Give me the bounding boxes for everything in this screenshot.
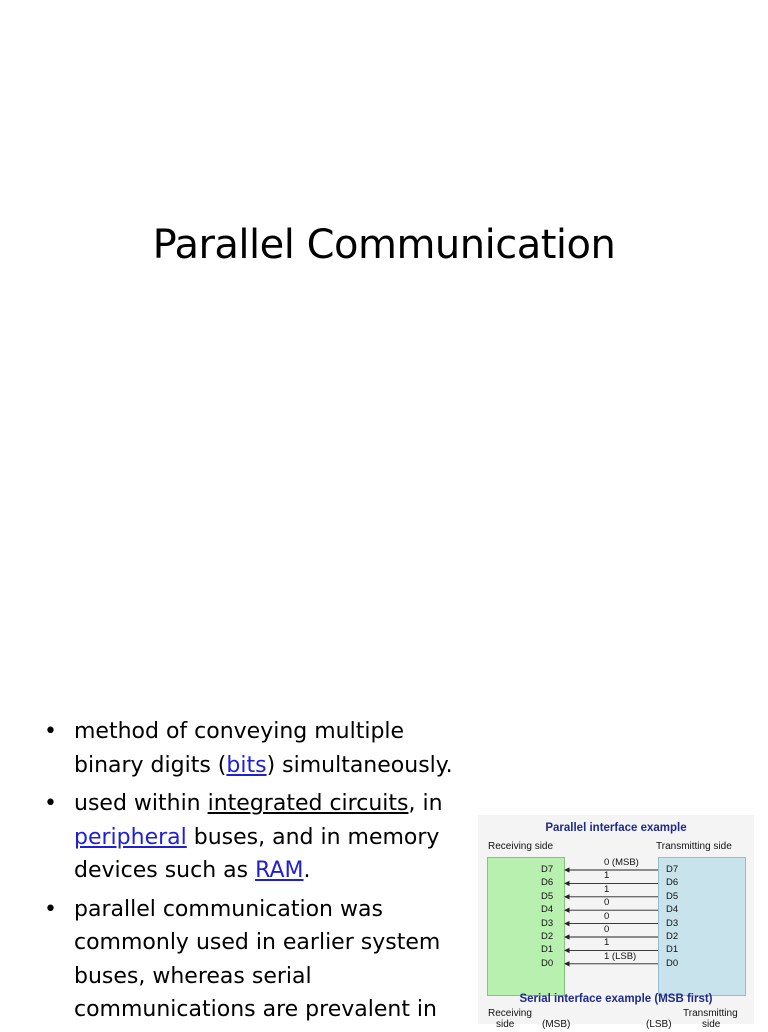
bullet-item xyxy=(44,715,474,782)
bit-value-label: 1 xyxy=(604,883,610,895)
bit-value-label: 1 (LSB) xyxy=(604,950,637,962)
bullet-list xyxy=(44,715,474,1032)
bullet-text: . xyxy=(303,858,311,883)
bit-value-label: 1 xyxy=(604,870,610,882)
bullet-text: parallel communication was commonly used in earlier system buses, whereas serial communications are prevalent in xyxy=(74,896,441,1022)
bullet-text: , in xyxy=(408,791,443,816)
transmitting-pin-label: D7 xyxy=(666,864,679,875)
peripheral-link[interactable]: peripheral xyxy=(74,824,187,850)
transmitting-side-label: Transmitting side xyxy=(656,841,732,852)
receiving-pin-label: D0 xyxy=(541,957,554,969)
receiving-pin-label: D4 xyxy=(541,904,554,916)
serial-transmitting-side-label: side xyxy=(702,1019,721,1030)
bullet-text: ) simultaneously. xyxy=(266,752,453,778)
ram-link[interactable]: RAM xyxy=(255,858,304,883)
transmitting-pin-label: D6 xyxy=(666,877,679,889)
receiving-pin-label: D7 xyxy=(541,864,554,875)
bit-value-label: 0 xyxy=(604,897,610,909)
bullet-dot: • xyxy=(44,719,57,744)
serial-msb-label: (MSB) xyxy=(542,1019,571,1030)
parallel-diagram-title: Parallel interface example xyxy=(545,822,687,834)
bullet-dot: • xyxy=(44,896,57,922)
bullet-text: method of conveying multiple binary digits ( xyxy=(74,719,405,778)
serial-receiving-label: Receiving xyxy=(488,1008,532,1019)
serial-diagram-title: Serial interface example (MSB first) xyxy=(519,993,713,1005)
receiving-pin-label: D1 xyxy=(541,944,554,956)
bit-value-label: 0 xyxy=(604,924,610,935)
serial-receiving-side-label: side xyxy=(496,1019,515,1030)
receiving-pin-label: D6 xyxy=(541,877,554,889)
serial-lsb-label: (LSB) xyxy=(646,1019,672,1030)
bullet-text: buses, and in memory devices such as xyxy=(74,824,440,883)
integrated-circuits-text: integrated circuits xyxy=(207,791,409,816)
transmitting-pin-label: D3 xyxy=(666,917,679,929)
receiving-side-label: Receiving side xyxy=(488,841,554,852)
receiving-pin-label: D2 xyxy=(541,931,554,942)
transmitting-pin-label: D5 xyxy=(666,890,679,902)
receiving-pin-label: D3 xyxy=(541,917,554,929)
bullet-dot: • xyxy=(44,791,57,816)
transmitting-pin-label: D0 xyxy=(666,957,679,969)
transmitting-pin-label: D4 xyxy=(666,904,679,916)
bit-value-label: 0 xyxy=(604,910,610,922)
transmitting-pin-label: D2 xyxy=(666,931,679,942)
slide-title: Parallel Communication xyxy=(152,222,616,268)
bit-value-label: 1 xyxy=(604,937,610,949)
interface-diagram xyxy=(478,815,754,1030)
bullet-item xyxy=(44,893,474,1027)
receiving-pin-label: D5 xyxy=(541,890,554,902)
bullet-item xyxy=(44,787,474,888)
bit-value-label: 0 (MSB) xyxy=(604,857,639,868)
bits-link[interactable]: bits xyxy=(226,752,267,778)
transmitting-pin-label: D1 xyxy=(666,944,679,956)
bullet-text: used within xyxy=(74,791,208,816)
serial-transmitting-label: Transmitting xyxy=(683,1008,738,1019)
